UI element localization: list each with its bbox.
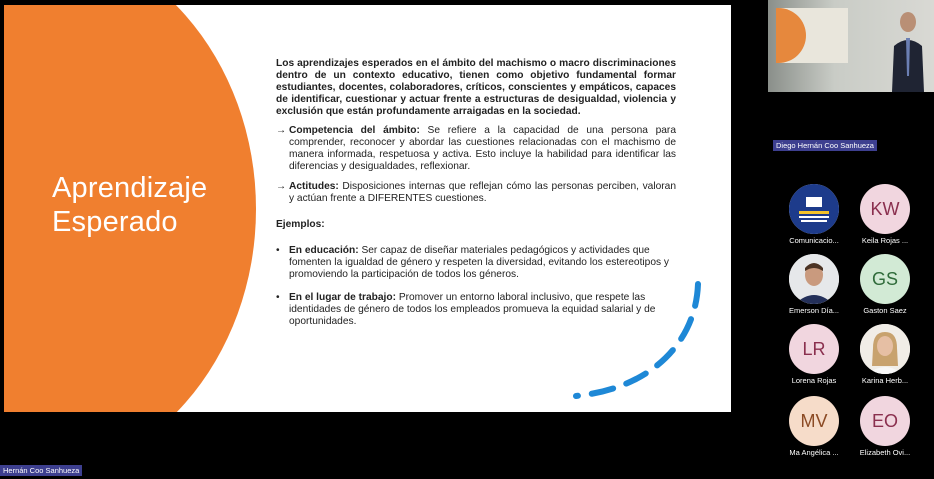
participant-tile[interactable] — [854, 396, 916, 457]
participant-name: Ma Angélica ... — [789, 448, 839, 457]
example-desc: Ser capaz de diseñar materiales pedagógicos y actividades que fomenten la igualdad de género y respeten la diversidad, evitando los estereotipos y promoviendo la participación de todos los géneros. — [289, 245, 670, 280]
slide-title-line2: Esperado — [52, 206, 178, 238]
participant-avatar: EO — [860, 396, 910, 446]
presenter-projection — [776, 8, 848, 63]
slide-title — [52, 171, 207, 239]
presenter-name-tag: Diego Hernán Coo Sanhueza — [773, 140, 877, 151]
participant-name: Keila Rojas ... — [861, 236, 909, 245]
slide-item-text — [289, 181, 676, 205]
participant-name: Karina Herb... — [861, 376, 909, 385]
participant-avatar: KW — [860, 184, 910, 234]
person-photo-icon — [860, 324, 910, 374]
participant-photo-avatar — [860, 324, 910, 374]
projection-orange — [776, 8, 806, 63]
slide-item-text — [289, 125, 676, 173]
participant-tile[interactable] — [783, 396, 845, 457]
shared-slide — [4, 5, 731, 412]
slide-title-line1: Aprendizaje — [52, 172, 208, 204]
slide-item-actitudes — [276, 181, 676, 205]
institution-logo-icon — [789, 184, 839, 234]
dashed-arc-decoration — [564, 270, 704, 400]
slide-item-label: Actitudes: — [289, 181, 339, 192]
participant-name: Lorena Rojas — [791, 376, 837, 385]
participant-tile[interactable] — [854, 254, 916, 315]
participant-tile[interactable] — [783, 324, 845, 385]
bullet-icon: • — [276, 292, 280, 303]
slide-intro: Los aprendizajes esperados en el ámbito del machismo o macro discriminaciones dentro de un contexto educativo, tienen como objetivo fundamental formar estudiantes, docentes, colaboradores, críticos, conscientes y empáticos, capaces de identificar, cuestionar y actuar frente a estructuras de desigualdad, violencia y exclusión que están profundamente arraigadas en la sociedad. — [276, 58, 676, 117]
presenter-video[interactable] — [768, 0, 934, 92]
arrow-icon: → — [276, 181, 287, 192]
example-desc: Promover un entorno laboral inclusivo, que respete las identidades de género de todos los empleados promueva la equidad salarial y de oportunidades. — [289, 292, 656, 327]
participant-name: Emerson Día... — [788, 306, 840, 315]
bullet-icon: • — [276, 245, 280, 256]
participant-tile[interactable] — [783, 184, 845, 245]
example-label: En educación: — [289, 245, 359, 256]
person-photo-icon — [789, 254, 839, 304]
examples-title: Ejemplos: — [276, 219, 325, 230]
participant-avatar: MV — [789, 396, 839, 446]
screen-share-name-tag: Hernán Coo Sanhueza — [0, 465, 82, 476]
presenter-figure — [890, 6, 926, 92]
slide-item-competencia — [276, 125, 676, 173]
participant-tile[interactable] — [783, 254, 845, 315]
slide-item-label: Competencia del ámbito: — [289, 125, 420, 136]
participant-photo-avatar — [789, 254, 839, 304]
participant-logo-avatar — [789, 184, 839, 234]
participant-tile[interactable] — [854, 184, 916, 245]
slide-item-desc: Disposiciones internas que reflejan cómo las personas perciben, valoran y actúan frente a DIFERENTES cuestiones. — [289, 181, 676, 204]
participant-name: Comunicacio... — [789, 236, 839, 245]
example-label: En el lugar de trabajo: — [289, 292, 396, 303]
arrow-icon: → — [276, 125, 287, 136]
participant-name: Gaston Saez — [863, 306, 907, 315]
participant-avatar: LR — [789, 324, 839, 374]
participant-avatar: GS — [860, 254, 910, 304]
participant-name: Elizabeth Ovi... — [859, 448, 911, 457]
participant-tile[interactable] — [854, 324, 916, 385]
slide-item-desc: Se refiere a la capacidad de una persona para comprender, reconocer y abordar las cuestiones relacionadas con el machismo de manera informada, respetuosa y activa. Esto incluye la habilidad para identificar las diferencias y desigualdades, reflexionar. — [289, 125, 676, 172]
